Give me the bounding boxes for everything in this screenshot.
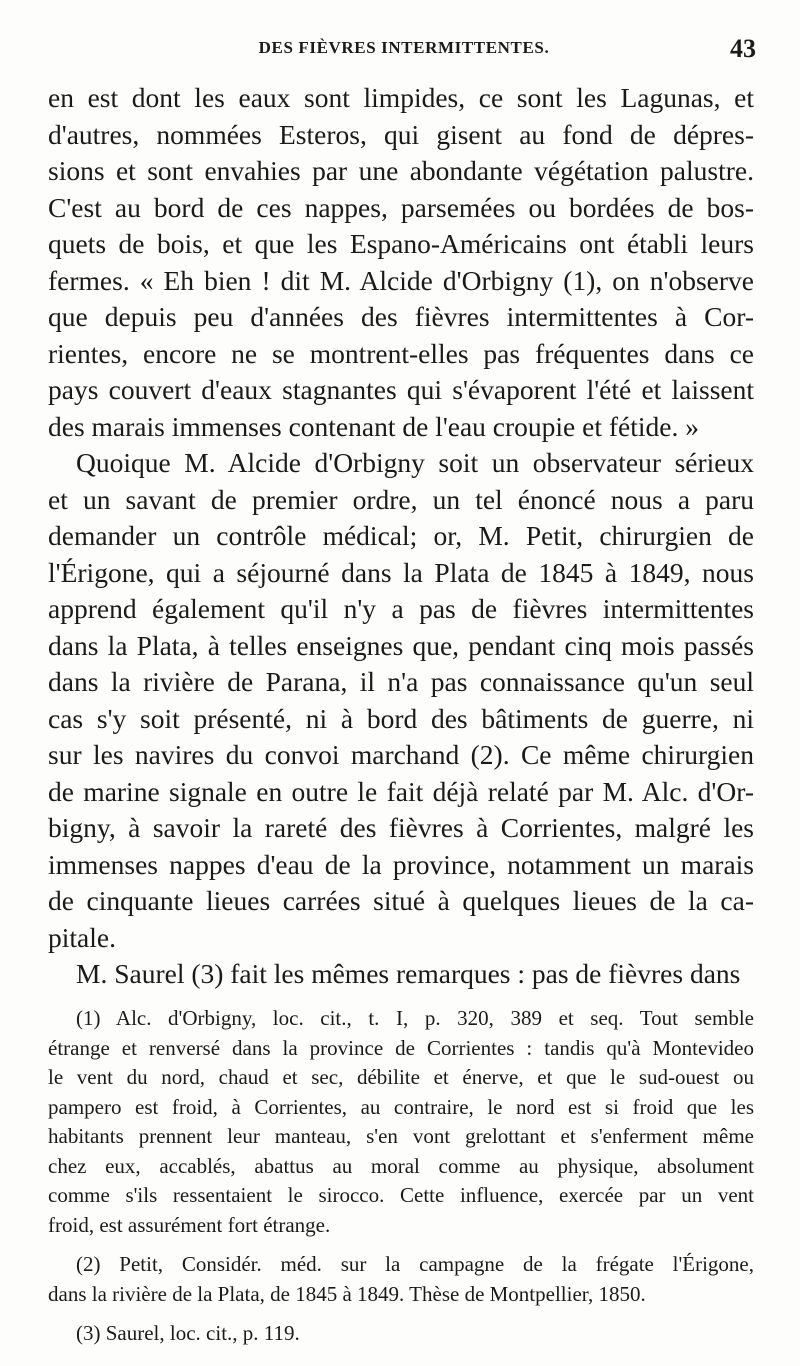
- footnote-1: [48, 1004, 754, 1240]
- body-line: demander un contrôle médical; or, M. Petit, chirurgien de: [48, 520, 754, 551]
- body-line: que depuis peu d'années des fièvres intermittentes à Cor-: [48, 301, 754, 332]
- footnote-line: habitants prennent leur manteau, s'en vont grelottant et s'enferment même: [48, 1124, 754, 1148]
- body-line: C'est au bord de ces nappes, parsemées ou bordées de bos-: [48, 191, 754, 223]
- running-title: DES FIÈVRES INTERMITTENTES.: [258, 38, 550, 57]
- body-line: bigny, à savoir la rareté des fièvres à Corrientes, malgré les: [48, 812, 754, 843]
- body-line: l'Érigone, qui a séjourné dans la Plata de 1845 à 1849, nous: [48, 556, 754, 588]
- footnote-line: comme s'ils ressentaient le sirocco. Cette influence, exercée par un vent: [48, 1183, 754, 1207]
- footnote-line: pampero est froid, à Corrientes, au contraire, le nord est si froid que les: [48, 1094, 754, 1119]
- body-line: en est dont les eaux sont limpides, ce sont les Lagunas, et: [48, 82, 754, 113]
- footnote-line: (2) Petit, Considér. méd. sur la campagne de la frégate l'Érigone,: [76, 1252, 754, 1276]
- footnote-spacer: [48, 1309, 754, 1319]
- footnote-line: étrange et renversé dans la province de Corrientes : tandis qu'à Montevideo: [48, 1035, 754, 1060]
- footnote-3: [48, 1319, 754, 1349]
- body-line: d'autres, nommées Esteros, qui gisent au fond de dépres-: [48, 118, 754, 150]
- body-text: [48, 80, 754, 993]
- footnote-line: (3) Saurel, loc. cit., p. 119.: [76, 1321, 300, 1345]
- body-line: de marine signale en outre le fait déjà relaté par M. Alc. d'Or-: [48, 775, 754, 807]
- footnote-line: chez eux, accablés, abattus au moral comme au physique, absolument: [48, 1153, 754, 1178]
- footnote-2: [48, 1250, 754, 1309]
- body-line: des marais immenses contenant de l'eau croupie et fétide. »: [48, 410, 699, 442]
- body-line: Quoique M. Alcide d'Orbigny soit un observateur sérieux: [76, 447, 754, 478]
- body-line: dans la rivière de Parana, il n'a pas connaissance qu'un seul: [48, 666, 754, 697]
- body-line: M. Saurel (3) fait les mêmes remarques : pas de fièvres dans: [76, 958, 741, 989]
- body-line: sions et sont envahies par une abondante végétation palustre.: [48, 155, 754, 186]
- body-line: quets de bois, et que les Espano-Américains ont établi leurs: [48, 228, 754, 259]
- footnote-spacer: [48, 1240, 754, 1250]
- body-line: rientes, encore ne se montrent-elles pas fréquentes dans ce: [48, 337, 754, 369]
- body-line: de cinquante lieues carrées situé à quelques lieues de la ca-: [48, 885, 754, 916]
- body-line: pitale.: [48, 921, 116, 953]
- running-head: [48, 34, 760, 64]
- footnote-line: (1) Alc. d'Orbigny, loc. cit., t. I, p. 320, 389 et seq. Tout semble: [76, 1006, 754, 1030]
- body-line: pays couvert d'eaux stagnantes qui s'évaporent l'été et laissent: [48, 374, 754, 405]
- footnotes: [48, 1004, 754, 1349]
- body-line: dans la Plata, à telles enseignes que, pendant cinq mois passés: [48, 629, 754, 661]
- body-line: et un savant de premier ordre, un tel énoncé nous a paru: [48, 483, 754, 515]
- footnote-line: dans la rivière de la Plata, de 1845 à 1849. Thèse de Montpellier, 1850.: [48, 1281, 646, 1306]
- body-line: immenses nappes d'eau de la province, notamment un marais: [48, 848, 754, 880]
- body-line: fermes. « Eh bien ! dit M. Alcide d'Orbigny (1), on n'observe: [48, 264, 754, 296]
- body-line: cas s'y soit présenté, ni à bord des bâtiments de guerre, ni: [48, 702, 754, 734]
- page-number: 43: [730, 34, 756, 63]
- body-line: apprend également qu'il n'y a pas de fièvres intermittentes: [48, 593, 754, 624]
- body-line: sur les navires du convoi marchand (2). Ce même chirurgien: [48, 739, 754, 770]
- footnote-line: froid, est assurément fort étrange.: [48, 1212, 331, 1237]
- footnote-line: le vent du nord, chaud et sec, débilite et énerve, et que le sud-ouest ou: [48, 1065, 754, 1089]
